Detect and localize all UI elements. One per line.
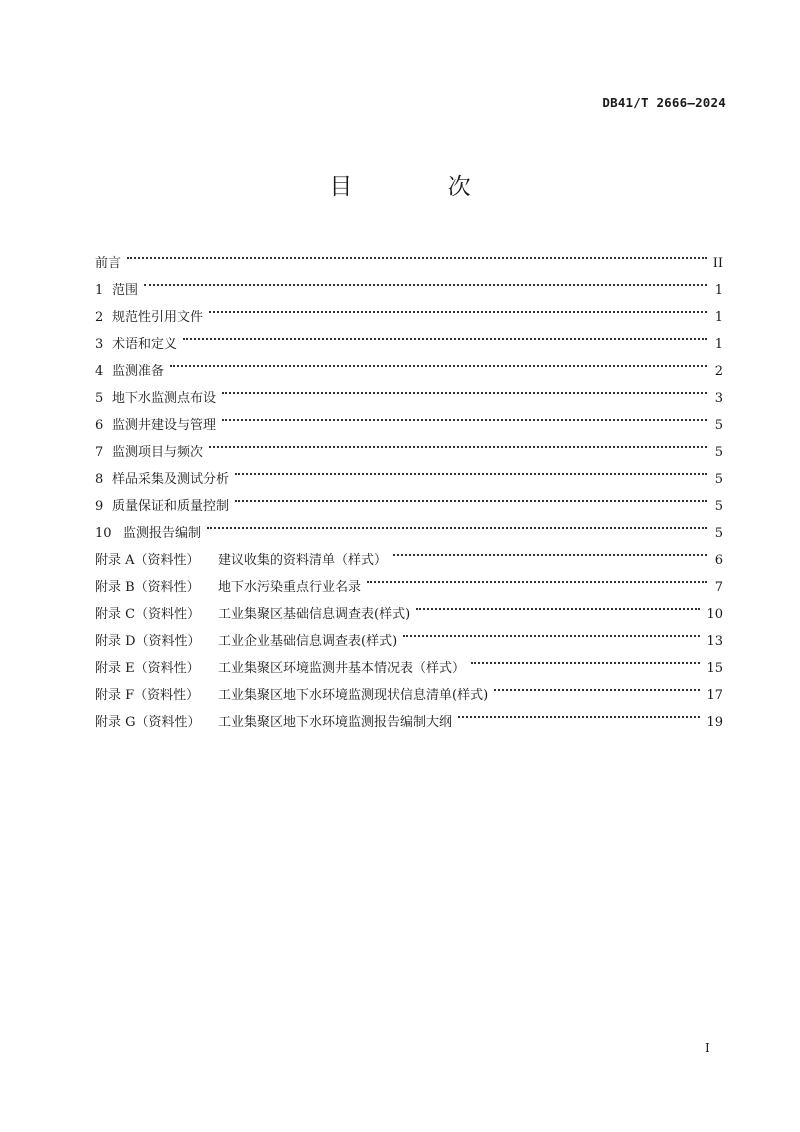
toc-annex-prefix: 附录 G（资料性） <box>95 715 201 730</box>
toc-entry-number: 10 <box>95 526 112 541</box>
toc-annex-label: 工业集聚区地下水环境监测报告编制大纲 <box>218 715 453 730</box>
toc-entry-number: 6 <box>95 418 104 433</box>
dot-leader <box>367 564 707 591</box>
toc-entry-page: 5 <box>714 445 723 460</box>
dot-leader <box>235 456 707 483</box>
toc-entry-label: 规范性引用文件 <box>112 310 204 325</box>
toc-entry-page: 5 <box>714 526 723 541</box>
toc-entry-page: 3 <box>714 391 723 406</box>
toc-entry-foreword[interactable] <box>95 240 723 271</box>
toc-entry-page: 2 <box>714 364 723 379</box>
dot-leader <box>207 510 707 537</box>
toc-annex-prefix: 附录 B（资料性） <box>95 580 200 595</box>
toc-entry-number: 7 <box>95 445 104 460</box>
toc-entry-number: 2 <box>95 310 104 325</box>
toc-annex-label: 工业集聚区环境监测井基本情况表（样式） <box>218 661 466 676</box>
toc-entry-page: 1 <box>714 310 723 325</box>
toc-annex-prefix: 附录 F（资料性） <box>95 688 200 703</box>
toc-entry-label: 监测准备 <box>112 364 165 379</box>
dot-leader <box>471 645 700 672</box>
toc-entry-number: 4 <box>95 364 104 379</box>
toc-annex-label: 工业企业基础信息调查表(样式) <box>218 634 398 649</box>
toc-entry-page: 5 <box>714 499 723 514</box>
toc-entry-page: 5 <box>714 472 723 487</box>
toc-entry-number: 5 <box>95 391 104 406</box>
toc-annex-prefix: 附录 E（资料性） <box>95 661 200 676</box>
dot-leader <box>458 699 700 726</box>
toc-entry-page: 5 <box>714 418 723 433</box>
dot-leader <box>127 240 707 267</box>
toc-entry-label: 范围 <box>112 283 139 298</box>
toc-entry-number: 8 <box>95 472 104 487</box>
page-number: I <box>705 1041 710 1055</box>
document-code: DB41/T 2666—2024 <box>602 95 726 110</box>
toc-annex-page: 13 <box>706 634 723 649</box>
page-title: 目 次 <box>329 174 515 200</box>
toc-entry-monitoring-point-layout[interactable] <box>95 375 723 406</box>
toc-entry-terms-definitions[interactable] <box>95 321 723 352</box>
toc-entry-number: 1 <box>95 283 104 298</box>
toc-annex-label: 工业集聚区地下水环境监测现状信息清单(样式) <box>218 688 489 703</box>
toc-annex-prefix: 附录 C（资料性） <box>95 607 201 622</box>
toc-entry-label: 监测报告编制 <box>123 526 202 541</box>
dot-leader <box>170 348 707 375</box>
dot-leader <box>222 402 707 429</box>
toc-annex-page: 6 <box>714 553 723 568</box>
dot-leader <box>393 537 707 564</box>
toc-entry-label: 质量保证和质量控制 <box>112 499 230 514</box>
toc-entry-label: 前言 <box>95 256 122 271</box>
toc-annex-label: 地下水污染重点行业名录 <box>218 580 362 595</box>
dot-leader <box>416 591 700 618</box>
toc-entry-label: 术语和定义 <box>112 337 178 352</box>
dot-leader <box>209 294 707 321</box>
toc-entry-number: 3 <box>95 337 104 352</box>
toc-annex-prefix: 附录 D（资料性） <box>95 634 201 649</box>
toc-entry-page: II <box>712 256 723 271</box>
toc-annex-page: 15 <box>706 661 723 676</box>
toc-entry-scope[interactable] <box>95 267 723 298</box>
toc-entry-page: 1 <box>714 283 723 298</box>
toc-annex-page: 19 <box>706 715 723 730</box>
dot-leader <box>403 618 700 645</box>
dot-leader <box>235 483 707 510</box>
toc-annex-page: 17 <box>706 688 723 703</box>
toc-entry-label: 样品采集及测试分析 <box>112 472 230 487</box>
toc-entry-label: 监测项目与频次 <box>112 445 204 460</box>
dot-leader <box>144 267 707 294</box>
dot-leader <box>494 672 700 699</box>
toc-entry-label: 地下水监测点布设 <box>112 391 217 406</box>
dot-leader <box>183 321 707 348</box>
toc-annex-label: 建议收集的资料清单（样式） <box>218 553 388 568</box>
toc-entry-normative-references[interactable] <box>95 294 723 325</box>
table-of-contents <box>95 240 723 730</box>
dot-leader <box>222 375 707 402</box>
toc-entry-monitoring-preparation[interactable] <box>95 348 723 379</box>
toc-entry-number: 9 <box>95 499 104 514</box>
toc-annex-page: 10 <box>706 607 723 622</box>
toc-annex-prefix: 附录 A（资料性） <box>95 553 200 568</box>
toc-annex-label: 工业集聚区基础信息调查表(样式) <box>218 607 411 622</box>
toc-annex-page: 7 <box>714 580 723 595</box>
dot-leader <box>209 429 707 456</box>
toc-entry-label: 监测井建设与管理 <box>112 418 217 433</box>
toc-entry-page: 1 <box>714 337 723 352</box>
